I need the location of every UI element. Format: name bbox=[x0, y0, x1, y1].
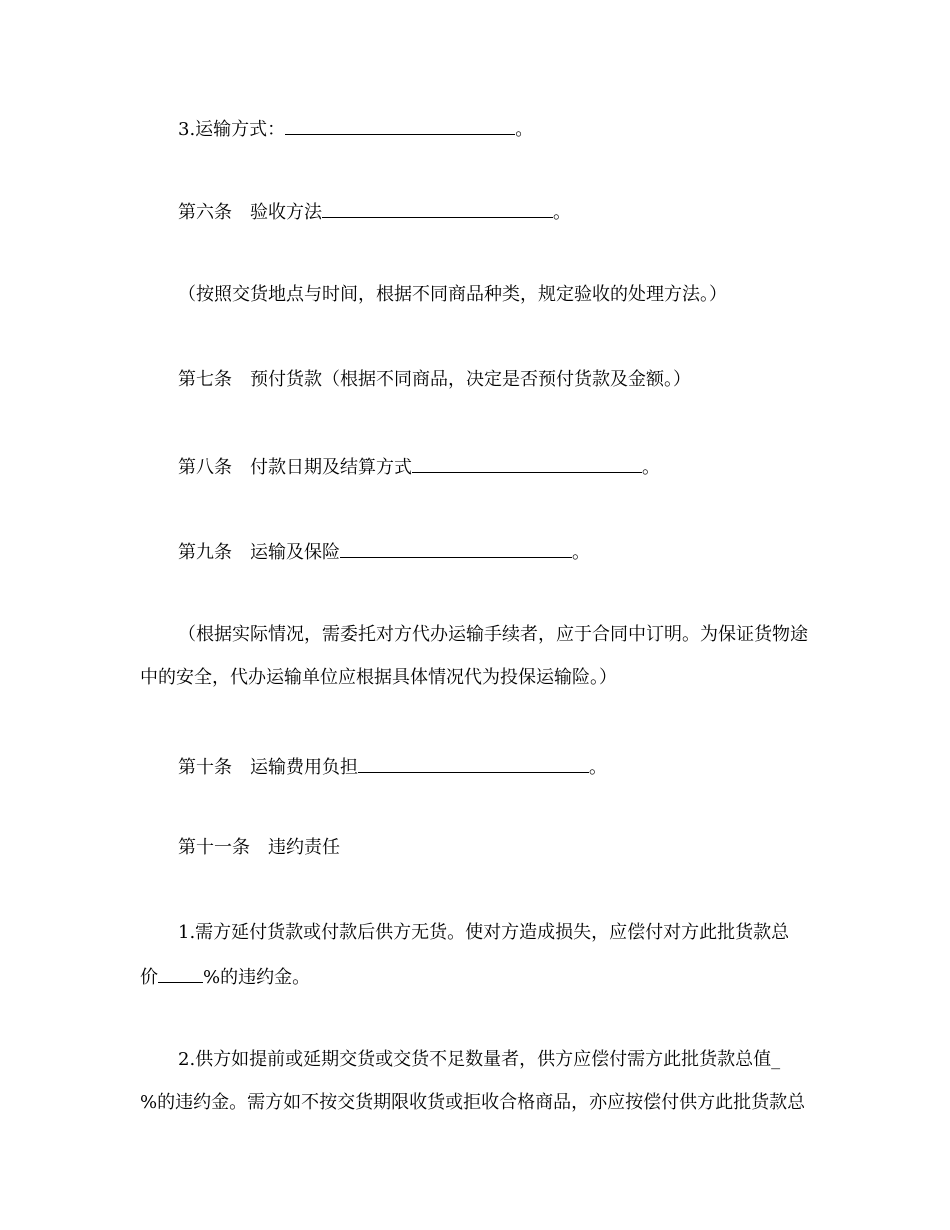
clause-1-line2 bbox=[140, 964, 310, 989]
period: 。 bbox=[642, 457, 660, 478]
label: 第八条 付款日期及结算方式 bbox=[178, 457, 412, 478]
fill-blank[interactable] bbox=[158, 964, 203, 983]
label: 第十条 运输费用负担 bbox=[178, 757, 358, 778]
label: 第六条 验收方法 bbox=[178, 202, 322, 223]
period: 。 bbox=[572, 542, 590, 563]
article-11-heading: 第十一条 违约责任 bbox=[178, 837, 340, 858]
clause-1-line1: 1.需方延付货款或付款后供方无货。使对方造成损失，应偿付对方此批货款总 bbox=[178, 922, 790, 943]
fill-blank[interactable] bbox=[412, 454, 642, 473]
article-6-line bbox=[178, 199, 571, 224]
fill-blank[interactable] bbox=[322, 199, 553, 218]
article-9-note-line2: 中的安全，代办运输单位应根据具体情况代为投保运输险。） bbox=[140, 667, 617, 688]
article-6-note: （按照交货地点与时间，根据不同商品种类，规定验收的处理方法。） bbox=[178, 284, 727, 305]
label: 3.运输方式： bbox=[178, 119, 286, 140]
article-10-line bbox=[178, 754, 607, 779]
label: 第九条 运输及保险 bbox=[178, 542, 340, 563]
period: 。 bbox=[515, 119, 534, 140]
fill-blank[interactable] bbox=[358, 754, 589, 773]
label: 价 bbox=[140, 967, 158, 988]
article-9-line bbox=[178, 539, 590, 564]
suffix: %的违约金。 bbox=[203, 967, 311, 988]
article-7-line: 第七条 预付货款（根据不同商品，决定是否预付货款及金额。） bbox=[178, 369, 691, 390]
fill-blank[interactable] bbox=[285, 116, 515, 135]
transport-method-line bbox=[178, 116, 533, 141]
article-9-note-line1: （根据实际情况，需委托对方代办运输手续者，应于合同中订明。为保证货物途 bbox=[178, 624, 808, 645]
clause-2-line2: %的违约金。需方如不按交货期限收货或拒收合格商品，亦应按偿付供方此批货款总 bbox=[140, 1092, 806, 1113]
clause-2-line1: 2.供方如提前或延期交货或交货不足数量者，供方应偿付需方此批货款总值_ bbox=[178, 1049, 781, 1070]
article-8-line bbox=[178, 454, 660, 479]
period: 。 bbox=[553, 202, 571, 223]
fill-blank[interactable] bbox=[340, 539, 572, 558]
period: 。 bbox=[589, 757, 607, 778]
